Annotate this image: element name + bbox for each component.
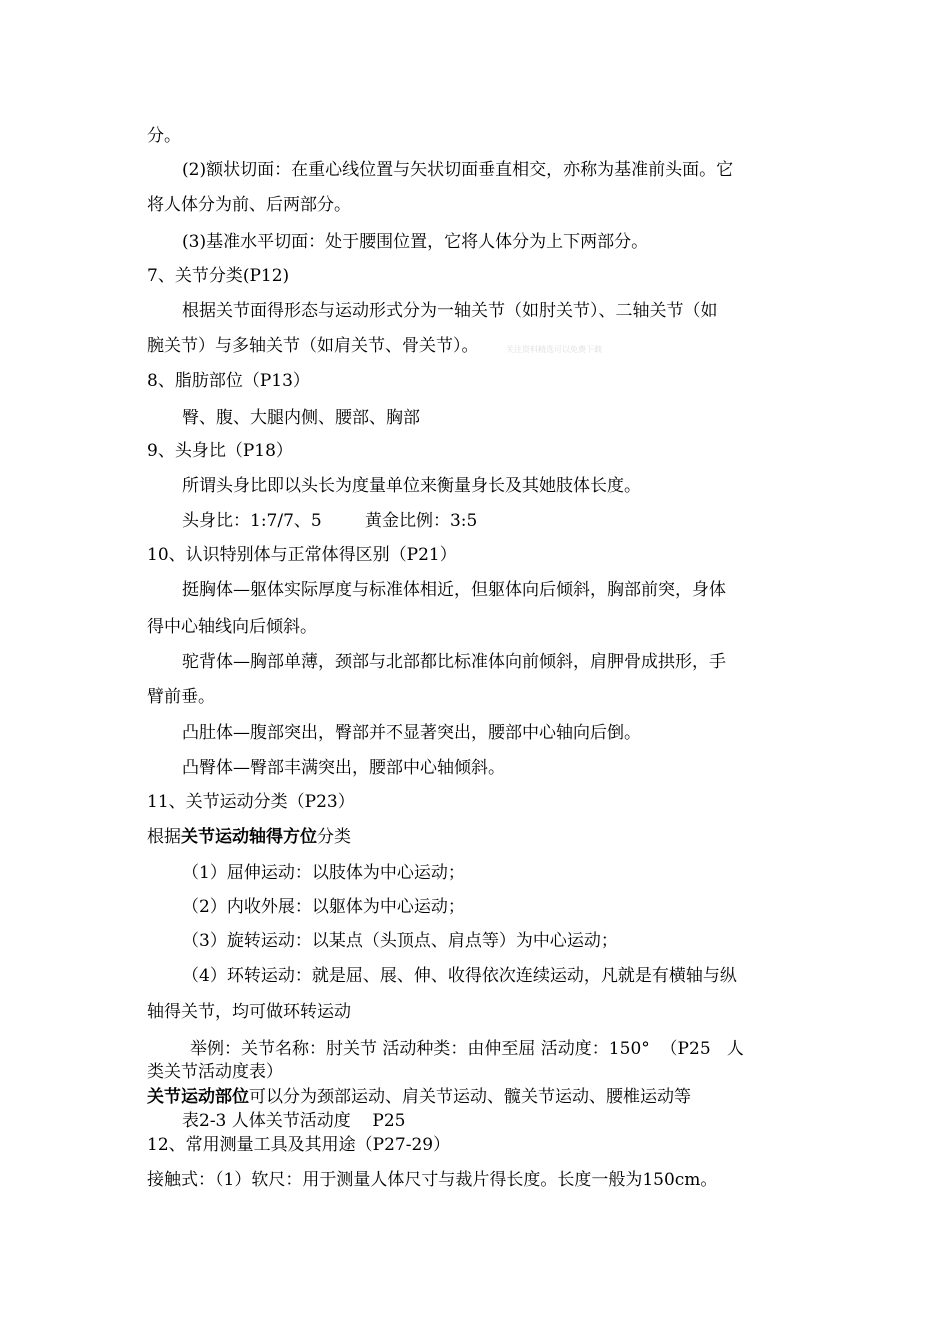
list-item: （3）旋转运动：以某点（头顶点、肩点等）为中心运动； xyxy=(182,931,618,951)
text-line: 得中心轴线向后倾斜。 xyxy=(147,617,317,637)
text-line: (2)额状切面：在重心线位置与矢状切面垂直相交，亦称为基准前头面。它 xyxy=(182,160,734,180)
text-line: 类关节活动度表） xyxy=(147,1062,283,1082)
text-line: 驼背体—胸部单薄，颈部与北部都比标准体向前倾斜，肩胛骨成拱形，手 xyxy=(182,652,726,672)
section-heading: 7、关节分类(P12) xyxy=(147,266,290,286)
list-item: （1）屈伸运动：以肢体为中心运动； xyxy=(182,863,465,883)
list-item: （4）环转运动：就是屈、展、伸、收得依次连续运动，凡就是有横轴与纵 xyxy=(182,966,737,986)
text-line: 臀、腹、大腿内侧、腰部、胸部 xyxy=(182,408,420,428)
text-line xyxy=(147,1089,691,1106)
text-line: 挺胸体—躯体实际厚度与标准体相近，但躯体向后倾斜，胸部前突，身体 xyxy=(182,580,726,600)
section-heading: 10、认识特别体与正常体得区别（P21） xyxy=(147,545,457,565)
text-run: 根据 xyxy=(147,827,181,847)
text-line: 凸臀体—臀部丰满突出，腰部中心轴倾斜。 xyxy=(182,758,505,778)
section-heading: 9、头身比（P18） xyxy=(147,441,293,461)
section-heading: 8、脂肪部位（P13） xyxy=(147,371,310,391)
text-line: 轴得关节，均可做环转运动 xyxy=(147,1002,351,1022)
text-line: 分。 xyxy=(147,126,181,146)
section-heading: 11、关节运动分类（P23） xyxy=(147,792,355,812)
text-line xyxy=(147,829,351,846)
section-heading: 12、常用测量工具及其用途（P27-29） xyxy=(147,1135,451,1155)
bold-term: 关节运动轴得方位 xyxy=(181,827,317,847)
text-line: (3)基准水平切面：处于腰围位置，它将人体分为上下两部分。 xyxy=(182,232,649,252)
text-run: 分类 xyxy=(317,827,351,847)
text-line: 臂前垂。 xyxy=(147,687,215,707)
text-line: 接触式：（1）软尺：用于测量人体尺寸与裁片得长度。长度一般为150cm。 xyxy=(147,1170,718,1190)
table-caption: 表2-3 人体关节活动度 P25 xyxy=(182,1111,406,1131)
text-line: 所谓头身比即以头长为度量单位来衡量身长及其她肢体长度。 xyxy=(182,476,641,496)
text-line: 将人体分为前、后两部分。 xyxy=(147,195,351,215)
text-line: 凸肚体—腹部突出，臀部并不显著突出，腰部中心轴向后倒。 xyxy=(182,723,641,743)
watermark-text: 关注资料精选可以免费下载 xyxy=(506,345,602,354)
text-line: 头身比：1:7/7、5 黄金比例：3:5 xyxy=(182,511,478,531)
bold-term: 关节运动部位 xyxy=(147,1087,249,1107)
text-run: 可以分为颈部运动、肩关节运动、髋关节运动、腰椎运动等 xyxy=(249,1087,691,1107)
text-line: 举例：关节名称：肘关节 活动种类：由伸至屈 活动度：150° （P25 人 xyxy=(190,1039,744,1059)
list-item: （2）内收外展：以躯体为中心运动； xyxy=(182,897,465,917)
text-line: 根据关节面得形态与运动形式分为一轴关节（如肘关节）、二轴关节（如 xyxy=(182,301,718,321)
text-line: 腕关节）与多轴关节（如肩关节、骨关节）。 xyxy=(147,336,479,356)
